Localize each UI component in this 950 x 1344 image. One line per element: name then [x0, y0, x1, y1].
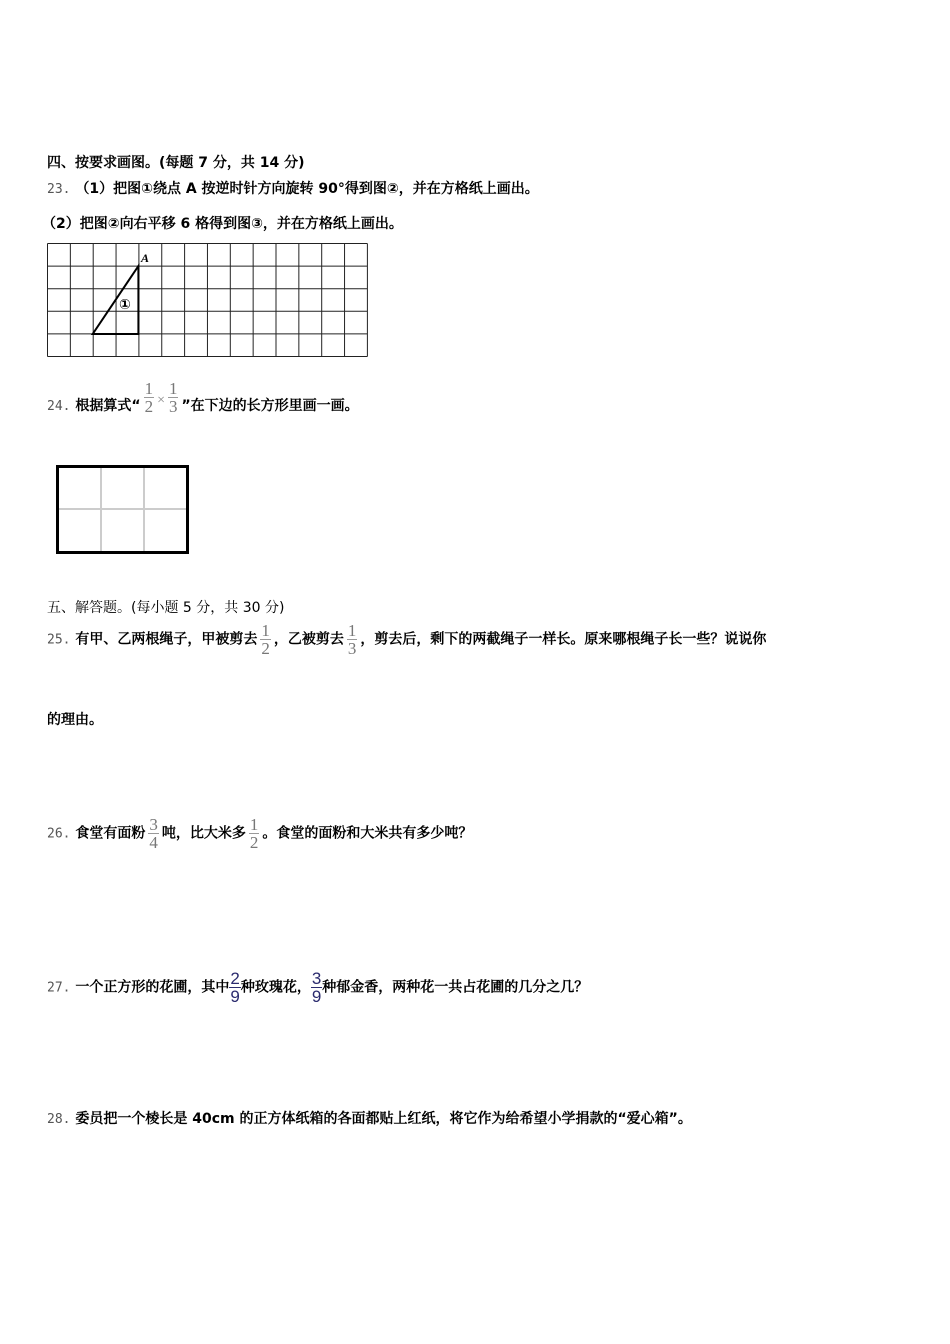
fraction: $\frac{1}{2}$	[249, 815, 259, 852]
question-text: 根据算式“	[75, 398, 141, 414]
question-25-continued: 的理由。	[47, 712, 103, 728]
question-text: 。食堂的面粉和大米共有多少吨？	[262, 825, 473, 842]
section-4-heading: 四、按要求画图。(每题 7 分，共 14 分)	[47, 155, 305, 171]
question-number: 24.	[47, 399, 71, 414]
question-number: 27.	[47, 980, 71, 996]
section-5-heading: 五、解答题。(每小题 5 分，共 30 分)	[47, 600, 285, 616]
grid-paper[interactable]	[47, 243, 368, 359]
question-text: ，剪去后，剩下的两截绳子一样长。原来哪根绳子长一些？说说你	[360, 631, 767, 648]
question-28	[47, 1108, 692, 1128]
question-text: 一个正方形的花圃，其中	[75, 979, 230, 996]
question-text: ，乙被剪去	[273, 631, 344, 648]
fraction: $\frac{1}{3}$	[347, 621, 357, 658]
rectangle-drawing-area[interactable]	[56, 465, 189, 554]
question-number: 28.	[47, 1112, 71, 1127]
question-24	[47, 380, 359, 415]
question-27	[47, 970, 588, 1005]
question-text: 委员把一个棱长是 40cm 的正方体纸箱的各面都贴上红纸，将它作为给希望小学捐款的“爱心箱”。	[75, 1111, 692, 1127]
point-a-label: A	[141, 251, 150, 265]
fraction: $\frac{1}{3}$	[168, 379, 178, 416]
question-23-part1	[47, 178, 539, 198]
question-text: 有甲、乙两根绳子，甲被剪去	[75, 631, 258, 648]
question-text: 种郁金香，两种花一共占花圃的几分之几？	[322, 979, 589, 996]
question-text: （1）把图①绕点 A 按逆时针方向旋转 90°得到图②，并在方格纸上画出。	[75, 181, 539, 197]
question-number: 25.	[47, 632, 71, 648]
question-25	[47, 622, 766, 657]
fraction: $\frac{1}{2}$	[261, 621, 270, 658]
question-number: 26.	[47, 826, 71, 842]
question-23-part2: （2）把图②向右平移 6 格得到图③，并在方格纸上画出。	[42, 216, 403, 232]
figure-1-label: ①	[119, 297, 131, 313]
fraction: $\frac{3}{9}$	[311, 969, 322, 1006]
question-number: 23.	[47, 182, 71, 197]
question-text: 吨，比大米多	[161, 825, 246, 842]
triangle-figure-1	[93, 266, 139, 334]
fraction: $\frac{1}{2}$	[144, 379, 154, 416]
question-26	[47, 816, 472, 851]
question-text: ”在下边的长方形里画一画。	[181, 398, 359, 414]
fraction: $\frac{3}{4}$	[149, 815, 158, 852]
question-text: 种玫瑰花，	[240, 979, 311, 996]
fraction: $\frac{2}{9}$	[230, 969, 240, 1006]
question-text: 食堂有面粉	[75, 825, 146, 842]
times-sign: ×	[157, 393, 165, 408]
